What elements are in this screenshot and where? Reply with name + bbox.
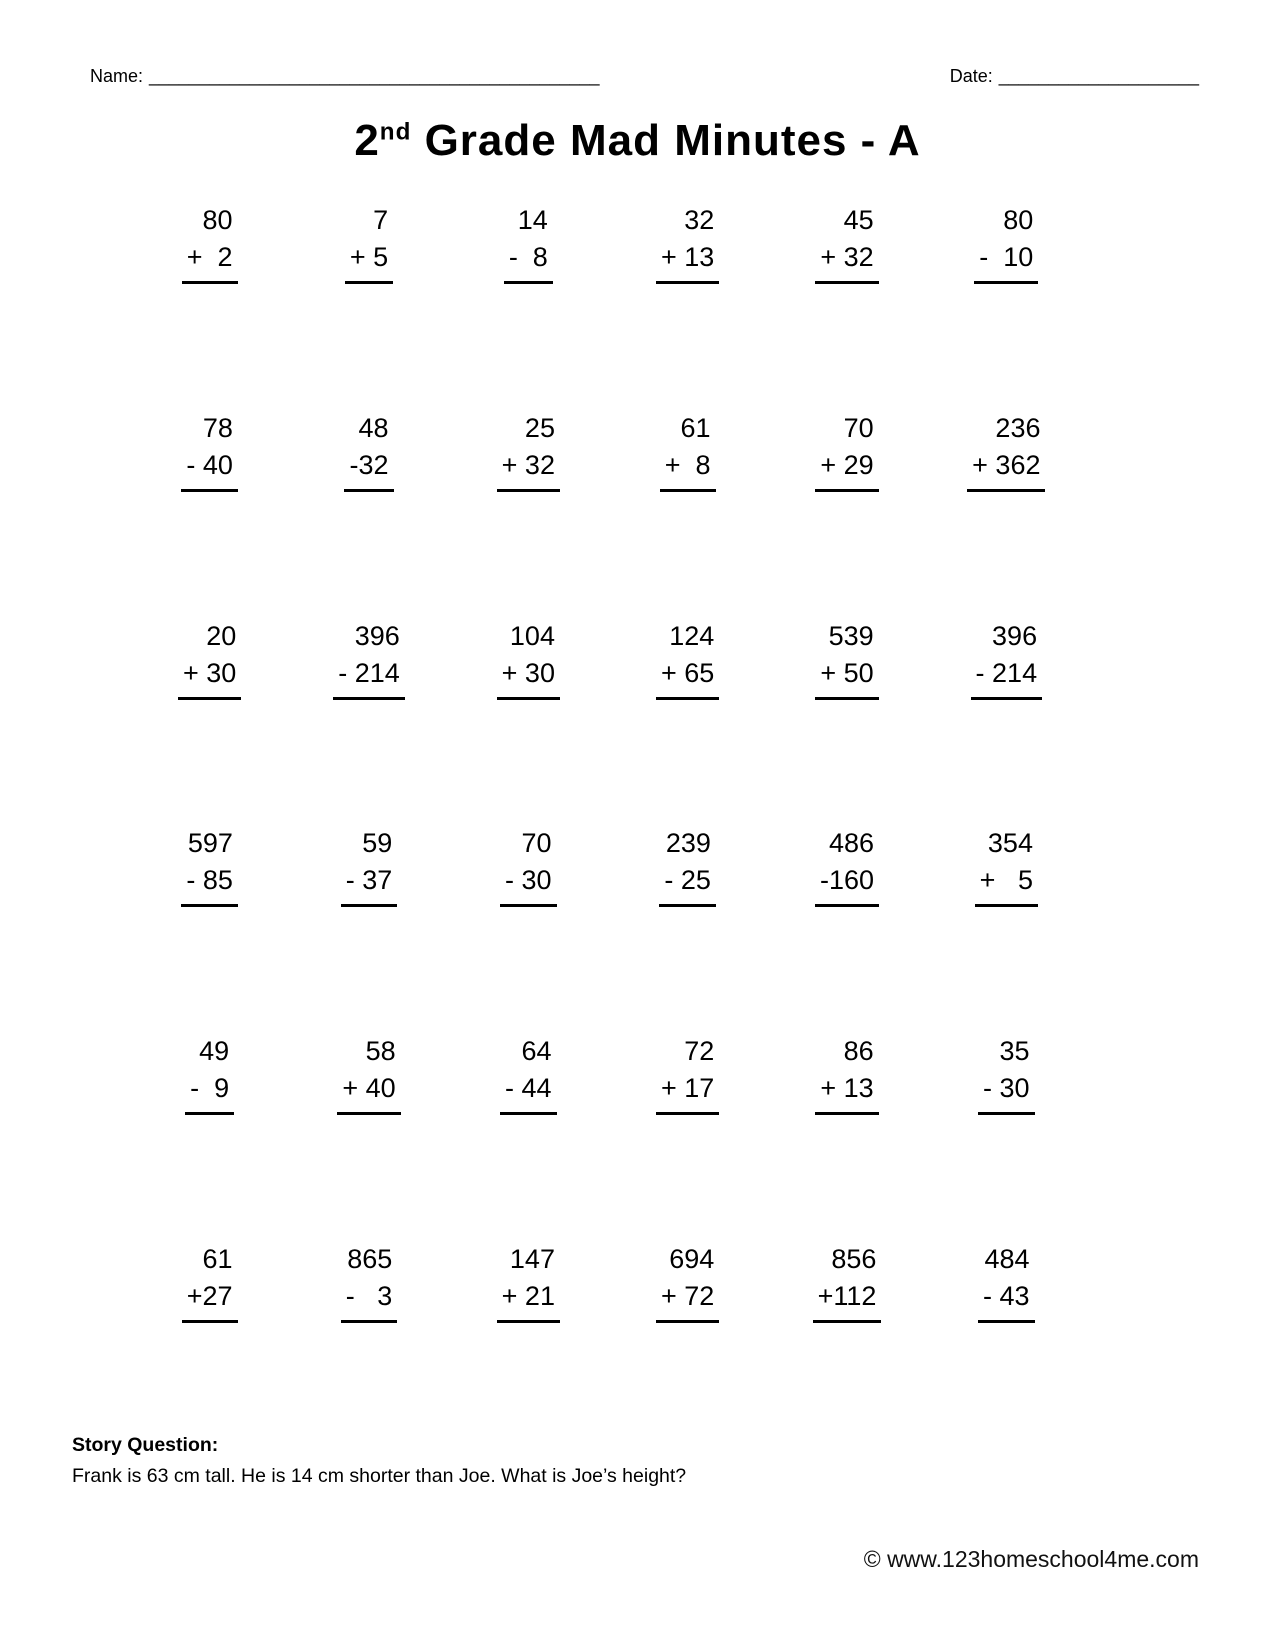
- math-problem: [656, 618, 719, 700]
- problem-operator-and-operand: + 5: [345, 239, 393, 284]
- problem-top-operand: 45: [843, 205, 874, 235]
- problem-operator-and-operand: + 362: [967, 447, 1045, 492]
- problem-top-operand: 72: [684, 1036, 715, 1067]
- problem-operator-and-operand: + 32: [497, 447, 560, 492]
- math-problem: [344, 410, 393, 492]
- problem-operator-and-operand: - 214: [333, 655, 405, 700]
- problem-top-operand: 236: [995, 412, 1041, 443]
- math-problem: [500, 1033, 557, 1115]
- problem-operator-and-operand: + 8: [660, 447, 716, 492]
- problem-top-operand: 32: [684, 205, 715, 235]
- problem-operator-and-operand: - 43: [978, 1278, 1035, 1323]
- problem-operator-and-operand: - 3: [341, 1278, 398, 1323]
- problem-top-operand: 78: [202, 412, 233, 443]
- story-question-heading: Story Question:: [72, 1434, 219, 1456]
- problem-top-operand: 104: [509, 620, 555, 651]
- math-problem: [497, 410, 560, 492]
- problem-top-operand: 865: [347, 1243, 393, 1274]
- problem-operator-and-operand: + 40: [337, 1070, 400, 1115]
- problem-operator-and-operand: - 40: [181, 447, 238, 492]
- math-problem: [185, 1033, 234, 1115]
- problem-top-operand: 64: [521, 1036, 552, 1067]
- problem-operator-and-operand: - 9: [185, 1070, 234, 1115]
- math-problem: [815, 1033, 878, 1115]
- math-problem: [971, 618, 1043, 700]
- problem-top-operand: 59: [362, 828, 393, 859]
- worksheet-header: [90, 66, 1199, 87]
- problem-top-operand: 486: [828, 828, 875, 859]
- problem-top-operand: 124: [669, 620, 715, 651]
- problem-operator-and-operand: -160: [815, 862, 879, 907]
- copyright-notice: © www.123homeschool4me.com: [863, 1546, 1199, 1572]
- problem-operator-and-operand: - 30: [978, 1070, 1035, 1115]
- date-label: Date:: [949, 66, 993, 86]
- math-problem: [656, 202, 719, 284]
- problem-top-operand: 856: [831, 1243, 877, 1274]
- math-problem: [500, 825, 557, 907]
- math-problem: [181, 410, 238, 492]
- math-problem: [504, 202, 553, 284]
- math-problem: [978, 1241, 1035, 1323]
- page-title-text: Grade Mad Minutes - A: [411, 116, 921, 165]
- problem-top-operand: 48: [358, 412, 389, 443]
- problem-operator-and-operand: + 17: [656, 1070, 719, 1115]
- problem-top-operand: 70: [521, 828, 552, 859]
- problem-operator-and-operand: + 29: [815, 447, 878, 492]
- problem-top-operand: 539: [828, 620, 874, 651]
- problem-top-operand: 61: [680, 412, 711, 443]
- problem-operator-and-operand: - 30: [500, 862, 557, 907]
- math-problem: [182, 202, 238, 284]
- problem-operator-and-operand: + 2: [182, 239, 238, 284]
- name-blank-line: _____________________________________________: [149, 66, 600, 86]
- problem-operator-and-operand: + 32: [815, 239, 878, 284]
- problem-operator-and-operand: + 65: [656, 655, 719, 700]
- problem-operator-and-operand: + 30: [497, 655, 560, 700]
- problem-top-operand: 396: [354, 620, 400, 651]
- problem-operator-and-operand: + 13: [815, 1070, 878, 1115]
- problem-top-operand: 80: [202, 205, 233, 235]
- math-problem: [967, 410, 1045, 492]
- date-blank-line: ____________________: [998, 66, 1199, 86]
- page-title-number: 2: [354, 116, 380, 165]
- problem-operator-and-operand: +112: [813, 1278, 882, 1323]
- problem-operator-and-operand: +27: [182, 1278, 238, 1323]
- problem-top-operand: 147: [509, 1243, 555, 1274]
- page-title: [0, 116, 1275, 166]
- math-problem: [978, 1033, 1035, 1115]
- problem-operator-and-operand: + 5: [975, 862, 1038, 907]
- page-title-ordinal-suffix: nd: [379, 118, 412, 146]
- problem-top-operand: 58: [365, 1036, 396, 1067]
- problem-operator-and-operand: + 30: [178, 655, 241, 700]
- problem-operator-and-operand: + 13: [656, 239, 719, 284]
- date-field: [950, 66, 1199, 87]
- math-problem: [341, 1241, 398, 1323]
- math-problem: [975, 825, 1038, 907]
- problem-top-operand: 70: [843, 412, 874, 443]
- math-problem: [178, 618, 241, 700]
- math-problem: [660, 410, 716, 492]
- math-problem: [656, 1241, 719, 1323]
- math-problem: [815, 202, 878, 284]
- problem-top-operand: 25: [524, 412, 555, 443]
- math-problem: [497, 618, 560, 700]
- name-label: Name:: [90, 66, 144, 86]
- problem-top-operand: 396: [992, 620, 1038, 651]
- problem-top-operand: 35: [999, 1036, 1030, 1067]
- problem-top-operand: 20: [206, 620, 237, 651]
- problem-top-operand: 484: [984, 1243, 1030, 1274]
- problem-operator-and-operand: - 214: [971, 655, 1043, 700]
- math-problem: [181, 825, 238, 907]
- story-question-text: Frank is 63 cm tall. He is 14 cm shorter than Joe. What is Joe’s height?: [72, 1464, 687, 1487]
- problem-operator-and-operand: + 21: [497, 1278, 560, 1323]
- problem-operator-and-operand: - 44: [500, 1070, 557, 1115]
- math-problem: [656, 1033, 719, 1115]
- problem-top-operand: 86: [843, 1036, 874, 1067]
- name-field: [90, 66, 600, 87]
- math-problem: [815, 825, 879, 907]
- problem-operator-and-operand: -32: [344, 447, 393, 492]
- math-problem: [345, 202, 393, 284]
- math-problem: [182, 1241, 238, 1323]
- math-problem: [333, 618, 405, 700]
- problem-top-operand: 354: [987, 828, 1033, 859]
- problem-operator-and-operand: - 10: [974, 239, 1038, 284]
- problems-grid: [130, 194, 1086, 1441]
- problem-top-operand: 49: [199, 1036, 230, 1067]
- math-problem: [815, 410, 878, 492]
- problem-top-operand: 597: [187, 828, 233, 859]
- problem-operator-and-operand: + 50: [815, 655, 878, 700]
- math-problem: [815, 618, 878, 700]
- problem-top-operand: 14: [517, 205, 548, 235]
- problem-operator-and-operand: + 72: [656, 1278, 719, 1323]
- problem-operator-and-operand: - 85: [181, 862, 238, 907]
- math-problem: [337, 1033, 400, 1115]
- problem-operator-and-operand: - 8: [504, 239, 553, 284]
- problem-top-operand: 7: [373, 205, 389, 235]
- problem-operator-and-operand: - 25: [659, 862, 716, 907]
- math-problem: [497, 1241, 560, 1323]
- problem-top-operand: 61: [202, 1243, 233, 1274]
- math-problem: [659, 825, 716, 907]
- problem-top-operand: 694: [669, 1243, 715, 1274]
- problem-top-operand: 239: [665, 828, 711, 859]
- math-problem: [974, 202, 1038, 284]
- problem-top-operand: 80: [1003, 205, 1034, 235]
- math-problem: [341, 825, 398, 907]
- problem-operator-and-operand: - 37: [341, 862, 398, 907]
- math-problem: [813, 1241, 882, 1323]
- story-question-section: [72, 1430, 686, 1492]
